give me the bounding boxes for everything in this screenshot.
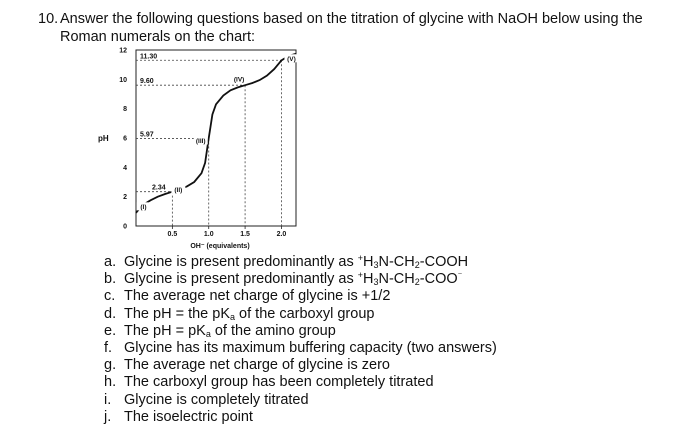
x-tick-label: 1.5 [240,231,250,238]
region-label: (IV) [233,76,245,84]
y-tick-label: 10 [119,76,127,84]
option-text-part: Glycine is present predominantly as [124,254,358,270]
option-text [124,271,664,288]
option-text [124,323,664,340]
option-text: The average net charge of glycine is zero [124,357,390,374]
option-text-part: 3 [373,260,379,270]
option-text [124,306,664,323]
option-letter: j. [104,408,112,425]
option-letter: b. [104,271,117,288]
option-item [104,392,664,409]
option-item [104,271,664,288]
option-text-part: The pH = pK [124,322,206,339]
option-text [124,254,664,271]
option-text-part: N-CH [378,271,415,288]
x-tick-label: 0.5 [167,231,178,238]
option-letter: g. [104,357,117,374]
y-tick-label: 8 [123,106,127,114]
marked-value-label: 9.60 [140,78,154,86]
option-text-part: 2 [414,260,420,270]
question-line-1 [38,10,678,28]
question-text-1: Answer the following questions based on the titration of glycine with NaOH below using the [60,11,643,27]
option-item [104,306,664,323]
region-label: (I) [140,203,147,211]
answer-options [104,254,664,426]
option-text: Glycine has its maximum buffering capacity (two answers) [124,340,497,357]
option-item [104,357,664,374]
option-letter: c. [104,288,116,305]
option-text-part: + [357,253,363,263]
option-item [104,254,664,271]
region-label: (III) [195,137,206,145]
option-item [104,374,664,391]
question-number: 10. [38,11,59,27]
option-text: The isoelectric point [124,408,253,425]
question-text-2: Roman numerals on the chart: [60,29,256,45]
option-text-part: N-CH [378,254,415,270]
marked-value-label: 2.34 [152,184,166,192]
option-item [104,409,664,426]
option-text-part: H [363,254,374,270]
x-axis-label: OH⁻ (equivalents) [190,243,250,250]
titration-chart-svg [96,40,306,255]
option-text-part: a [205,328,211,339]
option-letter: d. [104,305,117,322]
y-tick-label: 4 [123,164,127,172]
option-text: The carboxyl group has been completely titrated [124,374,434,391]
option-letter: e. [104,322,117,339]
option-letter: a. [104,254,117,270]
region-label: (II) [174,187,183,195]
marked-value-label: 11.30 [140,53,158,61]
marked-value-label: 5.97 [140,131,154,139]
option-text-part: H [363,271,374,288]
option-text-part: 2 [414,277,420,288]
titration-chart [96,40,306,255]
option-text-part: of the carboxyl group [235,305,375,322]
option-text-part: 3 [373,277,379,288]
y-tick-label: 6 [123,135,127,143]
plot-frame [136,50,296,226]
option-item [104,323,664,340]
option-text: Glycine is completely titrated [124,391,309,408]
y-axis-label: pH [98,134,109,143]
option-text-part: ⁻ [457,270,463,281]
option-letter: i. [104,391,112,408]
option-text: The average net charge of glycine is +1/2 [124,288,391,305]
option-item [104,288,664,305]
y-tick-label: 0 [123,223,127,231]
option-text-part: a [230,311,236,322]
option-item [104,340,664,357]
option-text-part: Glycine is present predominantly as [124,271,358,288]
region-label: (V) [287,55,296,63]
y-tick-label: 12 [119,47,127,55]
option-text-part: -COO [419,271,458,288]
x-tick-label: 2.0 [276,231,287,238]
option-text-part: of the amino group [210,322,336,339]
option-letter: f. [104,340,113,357]
option-text-part: + [357,270,363,281]
option-text-part: The pH = the pK [124,305,230,322]
option-letter: h. [104,374,117,391]
x-tick-label: 1.0 [203,231,214,238]
option-text-part: -COOH [419,254,469,270]
y-tick-label: 2 [123,194,127,202]
